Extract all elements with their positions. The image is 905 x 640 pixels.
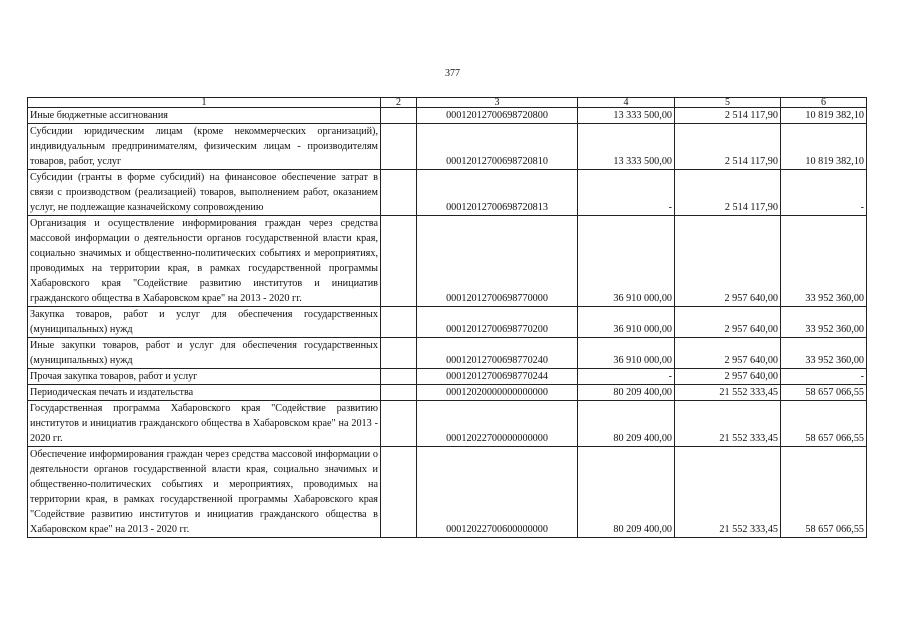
row-name-cell: Прочая закупка товаров, работ и услуг: [28, 369, 381, 385]
row-code-cell: 00012012700698720800: [417, 108, 578, 124]
table-header-row: [28, 98, 867, 108]
row-col2-cell: [381, 385, 417, 401]
header-cell: 6: [781, 98, 867, 108]
table-row: [28, 401, 867, 447]
page-number: 377: [445, 68, 460, 79]
row-name-cell: Иные закупки товаров, работ и услуг для обеспечения государственных (муниципальных) нужд: [28, 338, 381, 369]
row-col2-cell: [381, 447, 417, 538]
row-plan-cell: 80 209 400,00: [578, 447, 675, 538]
row-code-cell: 00012012700698770240: [417, 338, 578, 369]
row-code-cell: 00012012700698770000: [417, 216, 578, 307]
row-remainder-cell: 33 952 360,00: [781, 307, 867, 338]
row-remainder-cell: 33 952 360,00: [781, 338, 867, 369]
row-name-cell: Периодическая печать и издательства: [28, 385, 381, 401]
row-code-cell: 00012012700698770244: [417, 369, 578, 385]
row-name-cell: Государственная программа Хабаровского края "Содействие развитию институтов и инициатив гражданского общества в Хабаровском крае" на 2013 - 2020 гг.: [28, 401, 381, 447]
row-executed-cell: 2 957 640,00: [675, 216, 781, 307]
row-plan-cell: 80 209 400,00: [578, 385, 675, 401]
row-remainder-cell: 58 657 066,55: [781, 447, 867, 538]
table-row: [28, 170, 867, 216]
table-row: [28, 307, 867, 338]
row-code-cell: 00012022700000000000: [417, 401, 578, 447]
row-executed-cell: 2 957 640,00: [675, 338, 781, 369]
row-name-cell: Субсидии юридическим лицам (кроме некоммерческих организаций), индивидуальным предпринимателям, физическим лицам - производителям товаров, работ, услуг: [28, 124, 381, 170]
row-plan-cell: -: [578, 369, 675, 385]
row-col2-cell: [381, 338, 417, 369]
row-executed-cell: 2 514 117,90: [675, 170, 781, 216]
table-row: [28, 108, 867, 124]
row-col2-cell: [381, 170, 417, 216]
table-row: [28, 385, 867, 401]
row-col2-cell: [381, 307, 417, 338]
row-col2-cell: [381, 124, 417, 170]
row-executed-cell: 2 957 640,00: [675, 369, 781, 385]
table-row: [28, 447, 867, 538]
row-col2-cell: [381, 369, 417, 385]
row-remainder-cell: -: [781, 369, 867, 385]
row-code-cell: 00012022700600000000: [417, 447, 578, 538]
row-name-cell: Иные бюджетные ассигнования: [28, 108, 381, 124]
header-cell: 1: [28, 98, 381, 108]
header-cell: 3: [417, 98, 578, 108]
row-executed-cell: 21 552 333,45: [675, 401, 781, 447]
row-remainder-cell: 10 819 382,10: [781, 124, 867, 170]
table-row: [28, 338, 867, 369]
header-cell: 4: [578, 98, 675, 108]
header-cell: 2: [381, 98, 417, 108]
row-code-cell: 00012020000000000000: [417, 385, 578, 401]
row-plan-cell: 36 910 000,00: [578, 216, 675, 307]
row-plan-cell: 36 910 000,00: [578, 338, 675, 369]
table-row: [28, 216, 867, 307]
row-code-cell: 00012012700698720810: [417, 124, 578, 170]
row-executed-cell: 2 957 640,00: [675, 307, 781, 338]
row-remainder-cell: 33 952 360,00: [781, 216, 867, 307]
row-plan-cell: -: [578, 170, 675, 216]
header-cell: 5: [675, 98, 781, 108]
row-remainder-cell: 58 657 066,55: [781, 385, 867, 401]
row-executed-cell: 21 552 333,45: [675, 447, 781, 538]
row-plan-cell: 80 209 400,00: [578, 401, 675, 447]
row-executed-cell: 2 514 117,90: [675, 108, 781, 124]
row-col2-cell: [381, 401, 417, 447]
row-remainder-cell: 58 657 066,55: [781, 401, 867, 447]
row-plan-cell: 13 333 500,00: [578, 124, 675, 170]
row-plan-cell: 13 333 500,00: [578, 108, 675, 124]
row-code-cell: 00012012700698770200: [417, 307, 578, 338]
table-row: [28, 124, 867, 170]
row-name-cell: Организация и осуществление информирования граждан через средства массовой информации о деятельности органов государственной власти края, социально значимых и общественно-политических событиях и мероприятиях, проводимых на территории края, в рамках государственной программы Хабаровского края "Содействие развитию институтов и инициатив гражданского общества в Хабаровском крае" на 2013 - 2020 гг.: [28, 216, 381, 307]
table-row: [28, 369, 867, 385]
row-code-cell: 00012012700698720813: [417, 170, 578, 216]
row-plan-cell: 36 910 000,00: [578, 307, 675, 338]
budget-table: [27, 97, 867, 538]
row-remainder-cell: 10 819 382,10: [781, 108, 867, 124]
row-name-cell: Обеспечение информирования граждан через средства массовой информации о деятельности органов государственной власти края, социально значимых и общественно-политических событиях и мероприятиях, проводимых на территории края, в рамках государственной программы Хабаровского края "Содействие развитию институтов и инициатив гражданского общества в Хабаровском крае" на 2013 - 2020 гг.: [28, 447, 381, 538]
row-executed-cell: 2 514 117,90: [675, 124, 781, 170]
row-col2-cell: [381, 216, 417, 307]
row-name-cell: Закупка товаров, работ и услуг для обеспечения государственных (муниципальных) нужд: [28, 307, 381, 338]
row-name-cell: Субсидии (гранты в форме субсидий) на финансовое обеспечение затрат в связи с производством (реализацией) товаров, выполнением работ, оказанием услуг, не подлежащие казначейскому сопровождению: [28, 170, 381, 216]
row-col2-cell: [381, 108, 417, 124]
row-executed-cell: 21 552 333,45: [675, 385, 781, 401]
row-remainder-cell: -: [781, 170, 867, 216]
